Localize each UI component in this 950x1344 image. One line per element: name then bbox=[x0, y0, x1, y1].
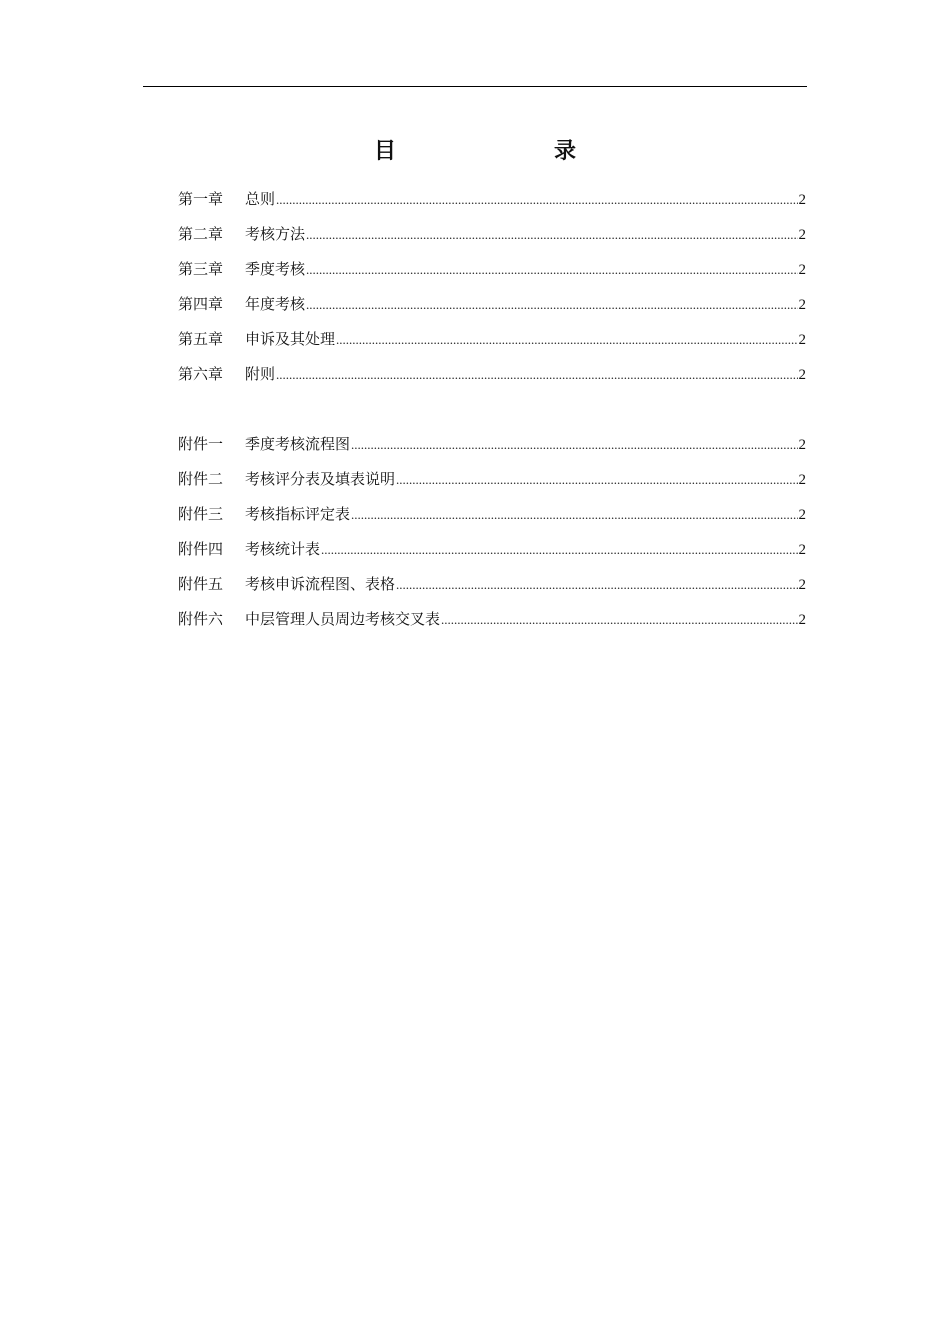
toc-entry-label: 考核指标评定表 bbox=[245, 505, 351, 523]
toc-entry-label: 中层管理人员周边考核交叉表 bbox=[245, 610, 441, 628]
toc-leader-dots bbox=[321, 538, 797, 562]
toc-entry[interactable] bbox=[178, 432, 806, 456]
toc-entry[interactable] bbox=[178, 502, 806, 526]
toc-entry-page: 2 bbox=[798, 262, 806, 278]
toc-leader-dots bbox=[306, 258, 797, 282]
toc-entry-page: 2 bbox=[798, 192, 806, 208]
toc-entry-page: 2 bbox=[798, 332, 806, 348]
toc-entry-number: 第三章 bbox=[178, 260, 224, 278]
toc-entry-number: 第一章 bbox=[178, 190, 224, 208]
toc-entry-page: 2 bbox=[798, 612, 806, 628]
toc-entry-number: 附件四 bbox=[178, 540, 224, 558]
toc-entry-number: 第六章 bbox=[178, 365, 224, 383]
toc-entry-number: 附件三 bbox=[178, 505, 224, 523]
toc-entry-number: 第二章 bbox=[178, 225, 224, 243]
toc-leader-dots bbox=[306, 293, 797, 317]
toc-entry-number: 附件五 bbox=[178, 575, 224, 593]
toc-leader-dots bbox=[276, 188, 797, 212]
toc-entry-label: 附则 bbox=[245, 365, 276, 383]
toc-title: 目 录 bbox=[373, 138, 614, 164]
toc-entry-page: 2 bbox=[798, 367, 806, 383]
toc-entry[interactable] bbox=[178, 467, 806, 491]
toc-entry[interactable] bbox=[178, 327, 806, 351]
toc-entry-number: 第四章 bbox=[178, 295, 224, 313]
toc-entry-label: 季度考核 bbox=[245, 260, 306, 278]
toc-entry[interactable] bbox=[178, 362, 806, 386]
toc-leader-dots bbox=[351, 503, 797, 527]
toc-entry-page: 2 bbox=[798, 472, 806, 488]
toc-entry-number: 附件二 bbox=[178, 470, 224, 488]
toc-entry[interactable] bbox=[178, 292, 806, 316]
toc-leader-dots bbox=[306, 223, 797, 247]
toc-leader-dots bbox=[441, 608, 797, 632]
toc-entry-label: 总则 bbox=[245, 190, 276, 208]
toc-entry-label: 考核评分表及填表说明 bbox=[245, 470, 396, 488]
toc-leader-dots bbox=[351, 433, 797, 457]
toc-entry-page: 2 bbox=[798, 437, 806, 453]
toc-entry-label: 年度考核 bbox=[245, 295, 306, 313]
toc-entry[interactable] bbox=[178, 257, 806, 281]
toc-leader-dots bbox=[276, 363, 797, 387]
toc-entry-number: 附件一 bbox=[178, 435, 224, 453]
toc-leader-dots bbox=[396, 468, 797, 492]
toc-entry[interactable] bbox=[178, 572, 806, 596]
toc-entry-number: 第五章 bbox=[178, 330, 224, 348]
toc-leader-dots bbox=[396, 573, 797, 597]
toc-leader-dots bbox=[336, 328, 797, 352]
toc-entry-page: 2 bbox=[798, 227, 806, 243]
toc-entry-label: 考核申诉流程图、表格 bbox=[245, 575, 396, 593]
toc-entry-page: 2 bbox=[798, 577, 806, 593]
toc-entry[interactable] bbox=[178, 607, 806, 631]
toc-entry-number: 附件六 bbox=[178, 610, 224, 628]
toc-entry[interactable] bbox=[178, 222, 806, 246]
toc-entry-page: 2 bbox=[798, 542, 806, 558]
header-rule bbox=[143, 86, 807, 87]
toc-entry-label: 季度考核流程图 bbox=[245, 435, 351, 453]
toc-entry-label: 申诉及其处理 bbox=[245, 330, 336, 348]
toc-entry[interactable] bbox=[178, 187, 806, 211]
toc-entry-label: 考核方法 bbox=[245, 225, 306, 243]
toc-entry-page: 2 bbox=[798, 297, 806, 313]
toc-entry[interactable] bbox=[178, 537, 806, 561]
toc-entry-page: 2 bbox=[798, 507, 806, 523]
toc-entry-label: 考核统计表 bbox=[245, 540, 321, 558]
